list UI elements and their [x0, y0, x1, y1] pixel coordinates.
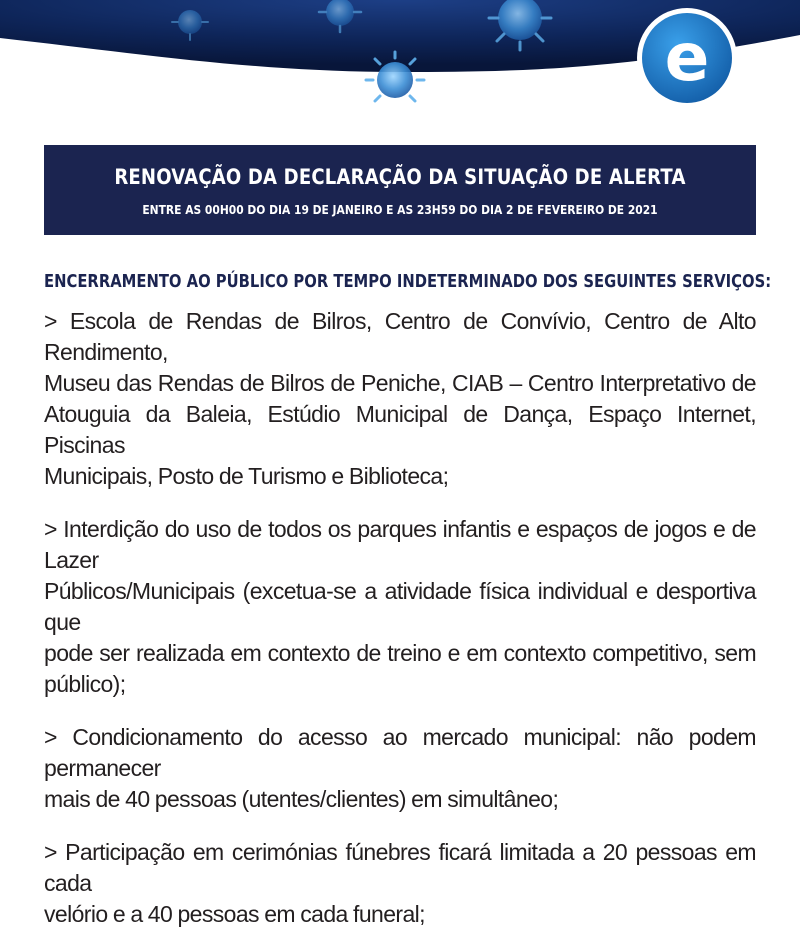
list-item: [44, 837, 756, 930]
item-line: Atouguia da Baleia, Estúdio Municipal de Dança, Espaço Internet, Piscinas: [44, 401, 756, 458]
item-line: pode ser realizada em contexto de treino e em contexto competitivo, sem: [44, 640, 756, 666]
item-line: > Condicionamento do acesso ao mercado municipal: não podem permanecer: [44, 724, 756, 781]
item-line: velório e a 40 pessoas em cada funeral;: [44, 901, 425, 927]
list-item: [44, 306, 756, 492]
page-title: RENOVAÇÃO DA DECLARAÇÃO DA SITUAÇÃO DE ALERTA: [114, 165, 686, 189]
item-line: Públicos/Municipais (excetua-se a atividade física individual e desportiva que: [44, 578, 756, 635]
notice-content: [44, 270, 772, 952]
svg-text:e: e: [664, 19, 710, 96]
logo-e-icon: [636, 0, 738, 112]
item-line: Museu das Rendas de Bilros de Peniche, CIAB – Centro Interpretativo de: [44, 370, 756, 396]
item-line: público);: [44, 671, 126, 697]
item-line: > Escola de Rendas de Bilros, Centro de Convívio, Centro de Alto Rendimento,: [44, 308, 756, 365]
list-item: [44, 722, 756, 815]
list-item: [44, 514, 756, 700]
item-line: Municipais, Posto de Turismo e Biblioteca;: [44, 463, 449, 489]
alert-header: [44, 145, 756, 235]
item-line: mais de 40 pessoas (utentes/clientes) em simultâneo;: [44, 786, 559, 812]
section-heading: ENCERRAMENTO AO PÚBLICO POR TEMPO INDETERMINADO DOS SEGUINTES SERVIÇOS:: [44, 272, 772, 292]
item-line: > Interdição do uso de todos os parques infantis e espaços de jogos e de Lazer: [44, 516, 756, 573]
item-line: > Participação em cerimónias fúnebres ficará limitada a 20 pessoas em cada: [44, 839, 756, 896]
date-range-subtitle: ENTRE AS 00H00 DO DIA 19 DE JANEIRO E AS 23H59 DO DIA 2 DE FEVEREIRO DE 2021: [142, 202, 658, 217]
